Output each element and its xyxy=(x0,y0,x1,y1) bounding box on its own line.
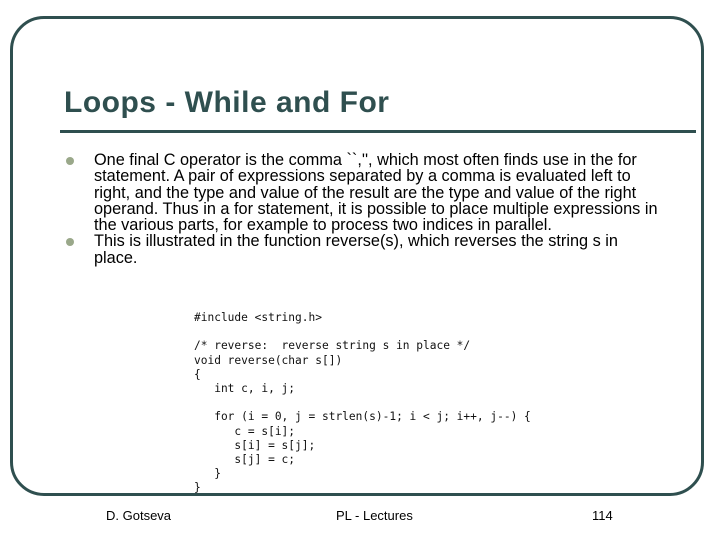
footer-course: PL - Lectures xyxy=(336,508,413,523)
code-line: s[i] = s[j]; xyxy=(194,438,316,452)
slide-title: Loops - While and For xyxy=(64,86,390,119)
title-divider xyxy=(60,130,696,133)
code-line xyxy=(194,325,531,339)
code-line: } xyxy=(194,481,201,495)
bullet-list xyxy=(62,152,662,266)
bullet-icon xyxy=(66,157,74,165)
code-line: for (i = 0, j = strlen(s)-1; i < j; i++, j--) { xyxy=(194,410,531,424)
code-line: { xyxy=(194,367,201,381)
code-line: int c, i, j; xyxy=(194,381,296,395)
bullet-item xyxy=(62,152,662,233)
code-line: #include <string.h> xyxy=(194,311,322,324)
bullet-item xyxy=(62,233,662,266)
bullet-text: One final C operator is the comma ``,'', which most often finds use in the for statement. A pair of expressions separated by a comma is evaluated left to right, and the type and value of the result are the type and value of the right operand. Thus in a for statement, it is possible to place multiple expressions in the various parts, for example to process two indices in parallel. xyxy=(94,151,658,235)
code-line: void reverse(char s[]) xyxy=(194,353,343,367)
code-line xyxy=(194,396,531,410)
bullet-text: This is illustrated in the function reverse(s), which reverses the string s in place. xyxy=(94,232,618,267)
code-line: c = s[i]; xyxy=(194,424,296,438)
footer-author: D. Gotseva xyxy=(106,508,172,523)
page-number: 114 xyxy=(592,508,613,523)
bullet-icon xyxy=(66,238,74,246)
code-line: /* reverse: reverse string s in place */ xyxy=(194,339,471,353)
code-listing xyxy=(194,311,531,495)
code-line: s[j] = c; xyxy=(194,452,296,466)
code-line: } xyxy=(194,467,221,481)
